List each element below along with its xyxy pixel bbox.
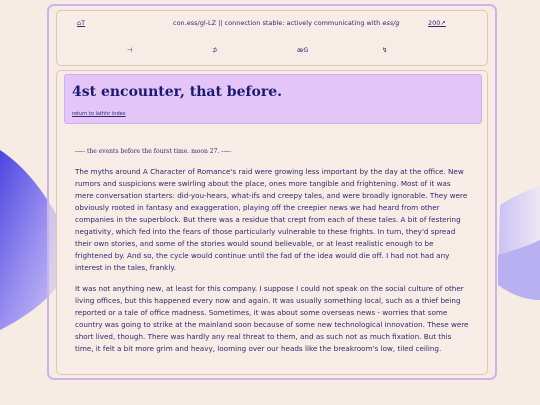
page-header	[64, 74, 482, 124]
top-bar	[56, 10, 488, 66]
main-content-panel	[56, 70, 488, 375]
external-link[interactable]: 200↗	[428, 19, 446, 27]
nav-row	[57, 46, 487, 58]
home-link[interactable]: ⌂T	[77, 19, 86, 27]
nav-item-2[interactable]: ⊅	[212, 46, 218, 54]
return-link[interactable]: return to lathhr index	[72, 111, 126, 117]
section-heading: -—- the events before the fourst time. moon 27. -—-	[75, 148, 232, 155]
connection-status-text: con.ess/gl-LZ || connection stable: actively communicating with	[173, 19, 383, 27]
paragraph: It was not anything new, at least for this company. I suppose I could not speak on the social culture of other living offices, but this happened every now and again. It was usually something local, such as a thief being reported or a tale of office madness. Sometimes, it was about some overseas news - worries that some country was going to strike at the mainland soon because of some new technological innovation. These were short lived, though. There was hardly any real threat to them, and as such not as much fixation. But this time, it felt a bit more grim and heavy, looming over our heads like the breakroom's low, tiled ceiling.	[75, 284, 469, 353]
connection-target: ess/g	[382, 19, 400, 27]
top-bar-row	[57, 19, 487, 31]
nav-item-3[interactable]: æG	[297, 46, 309, 54]
paragraph: The myths around A Character of Romance's raid were growing less important by the day at the office. New rumors and suspicions were swirling about the place, ones more tangible and frightening. Most of it was mere conversation starters: did-you-hears, what-ifs and creepy tales, and were broadly ignorable. They were obviously rooted in fantasy and exaggeration, playing off the creepier news we had heard from other companies in the superblock. But there was a residue that crept from each of these tales. A bit of festering negativity, which fed into the fears of those particularly vulnerable to these frights. In turn, they'd spread their own stories, and some of the stories would sound believable, or at least realistic enough to be frightened by. And so, the cycle would continue until the fad of the idea would die off. I had not had any interest in the tales, frankly.	[75, 167, 468, 272]
connection-status	[173, 19, 399, 27]
nav-item-4[interactable]: ↯	[382, 46, 388, 54]
nav-item-1[interactable]: ⊣	[127, 46, 133, 54]
page-title: 4st encounter, that before.	[72, 84, 283, 100]
